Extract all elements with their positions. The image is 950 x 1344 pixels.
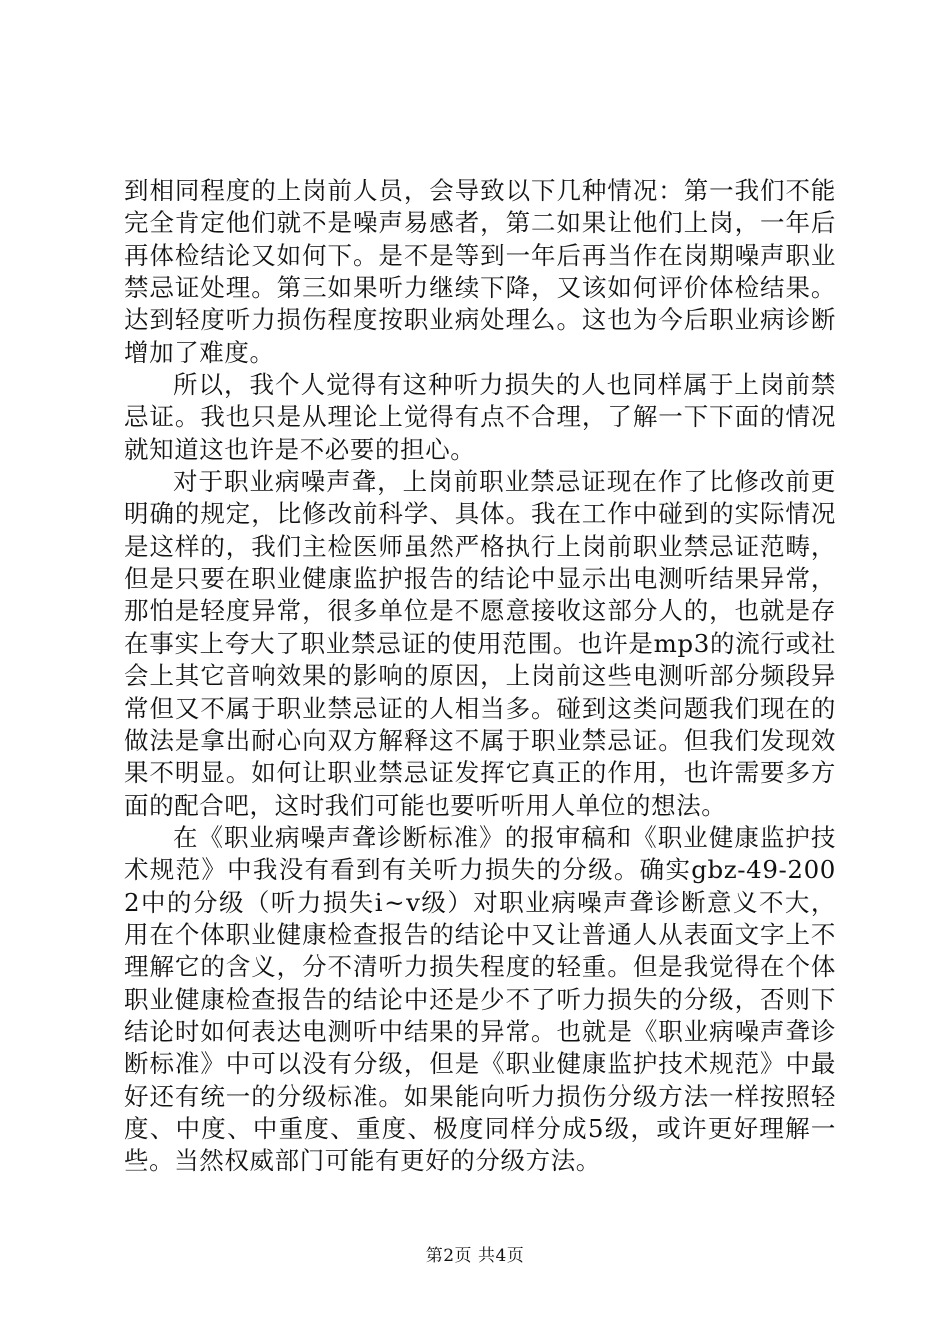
paragraph-4: 在《职业病噪声聋诊断标准》的报审稿和《职业健康监护技术规范》中我没有看到有关听力损失的分级。确实gbz-49-2002中的分级（听力损失ⅰ~ⅴ级）对职业病噪声聋诊断意义不大，用在个体职业健康检查报告的结论中又让普通人从表面文字上不理解它的含义，分不清听力损失程度的轻重。但是我觉得在个体职业健康检查报告的结论中还是少不了听力损失的分级，否则下结论时如何表达电测听中结果的异常。也就是《职业病噪声聋诊断标准》中可以没有分级，但是《职业健康监护技术规范》中最好还有统一的分级标准。如果能向听力损伤分级方法一样按照轻度、中度、中重度、重度、极度同样分成5级，或许更好理解一些。当然权威部门可能有更好的分级方法。 <box>124 822 836 1176</box>
paragraph-2: 所以，我个人觉得有这种听力损失的人也同样属于上岗前禁忌证。我也只是从理论上觉得有点不合理，了解一下下面的情况就知道这也许是不必要的担心。 <box>124 370 836 464</box>
page-footer <box>0 1241 950 1266</box>
paragraph-1: 到相同程度的上岗前人员，会导致以下几种情况：第一我们不能完全肯定他们就不是噪声易感者，第二如果让他们上岗，一年后再体检结论又如何下。是不是等到一年后再当作在岗期噪声职业禁忌证处理。第三如果听力继续下降，又该如何评价体检结果。达到轻度听力损伤程度按职业病处理么。这也为今后职业病诊断增加了难度。 <box>124 176 836 367</box>
page-number-label: 第2页 共4页 <box>425 1246 525 1266</box>
document-body <box>124 175 836 1178</box>
paragraph-3: 对于职业病噪声聋，上岗前职业禁忌证现在作了比修改前更明确的规定，比修改前科学、具体。我在工作中碰到的实际情况是这样的，我们主检医师虽然严格执行上岗前职业禁忌证范畴，但是只要在职业健康监护报告的结论中显示出电测听结果异常，那怕是轻度异常，很多单位是不愿意接收这部分人的，也就是存在事实上夸大了职业禁忌证的使用范围。也许是mp3的流行或社会上其它音响效果的影响的原因，上岗前这些电测听部分频段异常但又不属于职业禁忌证的人相当多。碰到这类问题我们现在的做法是拿出耐心向双方解释这不属于职业禁忌证。但我们发现效果不明显。如何让职业禁忌证发挥它真正的作用，也许需要多方面的配合吧，这时我们可能也要听听用人单位的想法。 <box>124 467 836 820</box>
